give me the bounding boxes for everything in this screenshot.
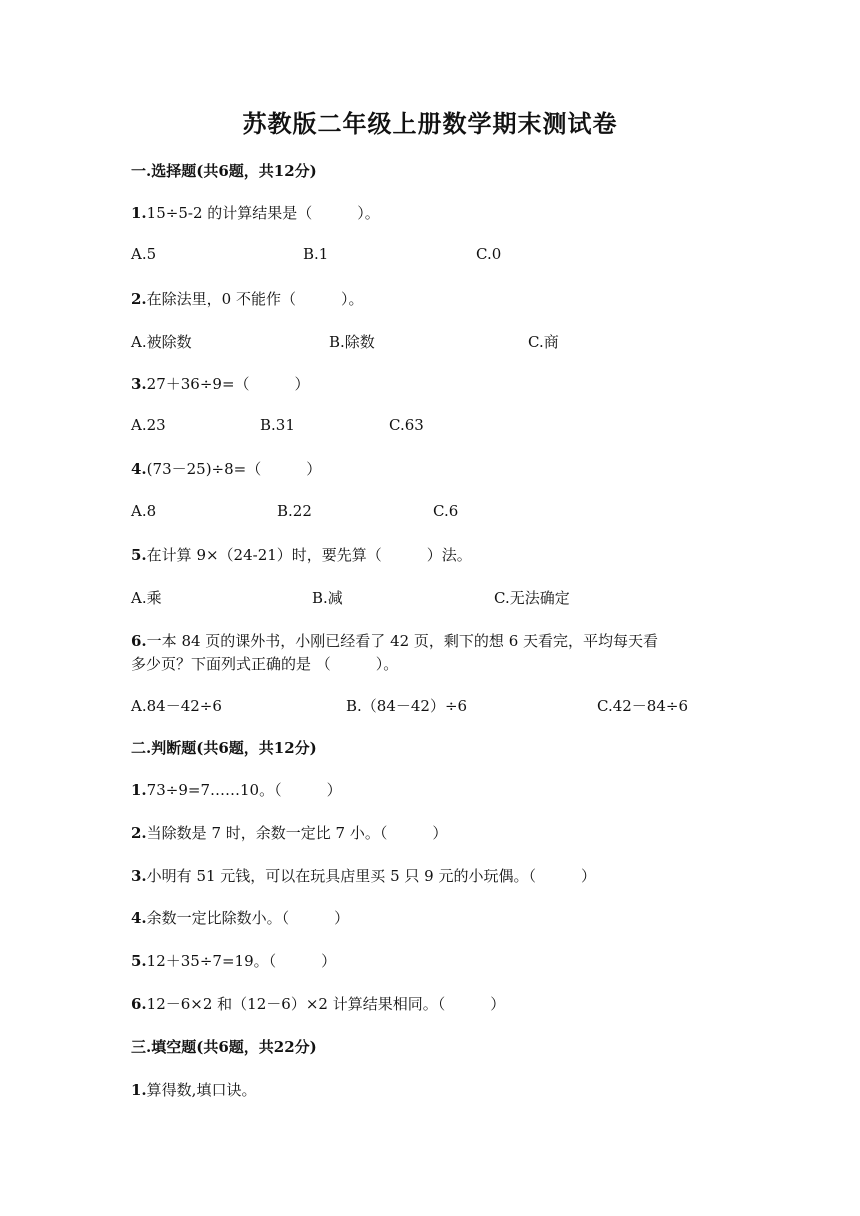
option-a: A.被除数 [131,333,192,351]
option-b: B.31 [260,416,295,434]
question-number: 6. [131,995,147,1013]
section-heading-fill-blank: 三.填空题(共6题，共22分) [131,1038,317,1056]
question-text: 12－6×2 和（12－6）×2 计算结果相同。（ ） [146,995,506,1013]
question-2-1 [131,779,342,800]
option-c: C.0 [476,245,502,263]
option-a: A.84－42÷6 [131,697,222,715]
question-text: 在计算 9×（24-21）时，要先算（ ）法。 [146,546,472,564]
question-text: 27＋36÷9=（ ） [146,375,310,393]
question-2-5 [131,950,336,971]
question-number: 5. [131,952,147,970]
question-2-2 [131,822,447,843]
section-heading-choice: 一.选择题(共6题，共12分) [131,162,317,180]
question-1-1 [131,202,380,223]
question-1-4 [131,458,321,479]
question-text: 73÷9=7……10。（ ） [146,781,342,799]
question-number: 3. [131,867,147,885]
option-a: A.8 [131,502,157,520]
question-number: 2. [131,290,147,308]
question-text: 小明有 51 元钱，可以在玩具店里买 5 只 9 元的小玩偶。（ ） [146,867,596,885]
question-text: 15÷5-2 的计算结果是（ ）。 [146,204,380,222]
question-2-4 [131,907,349,928]
question-text: 在除法里，0 不能作（ ）。 [146,290,364,308]
question-text: 当除数是 7 时，余数一定比 7 小。（ ） [146,824,448,842]
question-1-3 [131,373,310,394]
option-c: C.6 [433,502,459,520]
option-a: A.乘 [131,589,162,607]
question-1-6 [131,630,658,651]
question-2-6 [131,993,505,1014]
option-a: A.5 [131,245,157,263]
option-c: C.42－84÷6 [597,697,688,715]
question-text: (73－25)÷8=（ ） [146,460,322,478]
question-number: 1. [131,204,147,222]
question-number: 2. [131,824,147,842]
question-text: 12＋35÷7=19。（ ） [146,952,337,970]
question-text: 一本 84 页的课外书，小刚已经看了 42 页，剩下的想 6 天看完，平均每天看 [146,632,659,650]
question-number: 1. [131,781,147,799]
option-b: B.除数 [329,333,375,351]
question-number: 1. [131,1081,147,1099]
option-b: B.22 [277,502,312,520]
question-1-5 [131,544,472,565]
question-2-3 [131,865,596,886]
question-text-continued: 多少页？下面列式正确的是 （ ）。 [131,655,399,673]
question-number: 6. [131,632,147,650]
question-text: 算得数,填口诀。 [146,1081,257,1099]
option-c: C.商 [528,333,559,351]
question-number: 4. [131,909,147,927]
question-number: 4. [131,460,147,478]
question-number: 5. [131,546,147,564]
question-text: 余数一定比除数小。（ ） [146,909,350,927]
question-number: 3. [131,375,147,393]
option-b: B.减 [312,589,343,607]
option-c: C.63 [389,416,424,434]
section-heading-true-false: 二.判断题(共6题，共12分) [131,739,317,757]
page-title: 苏教版二年级上册数学期末测试卷 [242,109,618,138]
option-b: B.（84－42）÷6 [346,697,468,715]
question-3-1 [131,1079,256,1100]
question-1-2 [131,288,364,309]
option-b: B.1 [303,245,329,263]
option-a: A.23 [131,416,166,434]
option-c: C.无法确定 [494,589,570,607]
